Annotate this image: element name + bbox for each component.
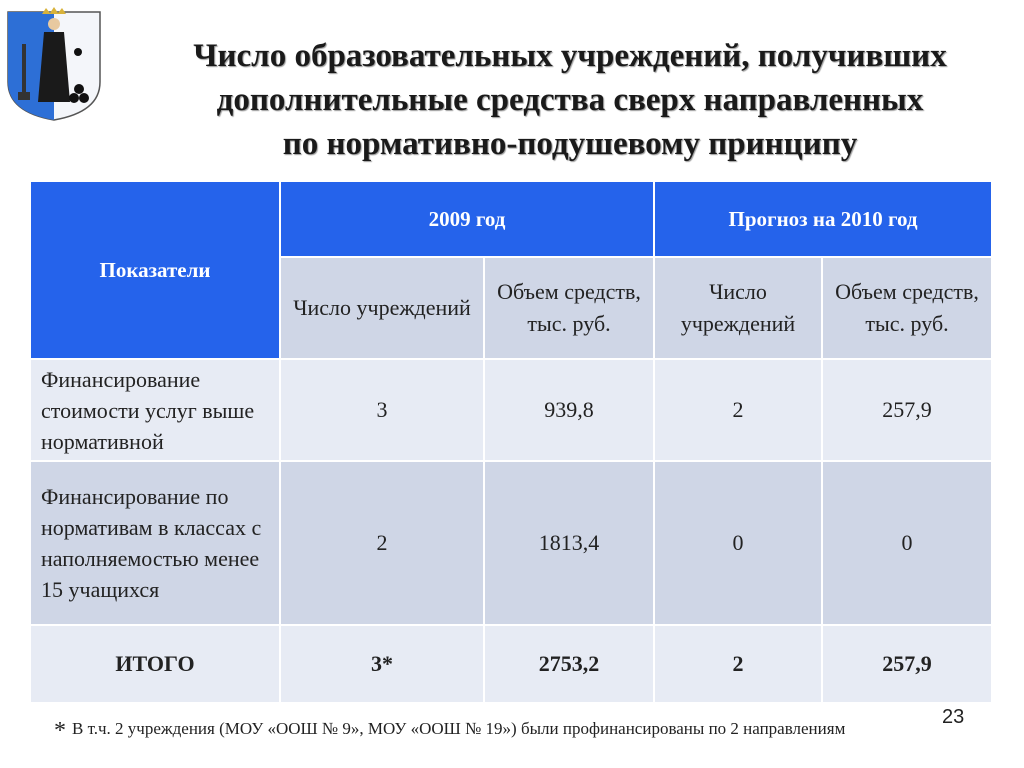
footnote [54, 718, 845, 745]
count-2010-cell: 0 [654, 461, 822, 625]
row-label: Финансирование по нормативам в классах с наполняемостью менее 15 учащихся [30, 461, 280, 625]
title-line-2: дополнительные средства сверх направленных [216, 82, 924, 118]
page-number: 23 [942, 706, 965, 728]
total-row [30, 625, 992, 703]
total-volume-2010: 257,9 [822, 625, 992, 703]
total-label: ИТОГО [30, 625, 280, 703]
volume-2010-cell: 0 [822, 461, 992, 625]
subheader-volume-2009: Объем средств, тыс. руб. [484, 257, 654, 359]
slide-title [120, 34, 1020, 166]
funding-table [29, 180, 993, 704]
footnote-star: * [54, 718, 66, 744]
subheader-count-2009: Число учреждений [280, 257, 484, 359]
volume-2009-cell: 939,8 [484, 359, 654, 461]
indicator-header: Показатели [30, 181, 280, 359]
year-2009-header: 2009 год [280, 181, 654, 257]
total-volume-2009: 2753,2 [484, 625, 654, 703]
year-2010-header: Прогноз на 2010 год [654, 181, 992, 257]
row-label: Финансирование стоимости услуг выше нормативной [30, 359, 280, 461]
subheader-count-2010: Число учреждений [654, 257, 822, 359]
footnote-text: В т.ч. 2 учреждения (МОУ «ООШ № 9», МОУ «ООШ № 19») были профинансированы по 2 направлениям [72, 719, 846, 738]
table-row [30, 461, 992, 625]
title-line-3: по нормативно-подушевому принципу [282, 126, 858, 162]
subheader-volume-2010: Объем средств, тыс. руб. [822, 257, 992, 359]
count-2009-cell: 3 [280, 359, 484, 461]
total-count-2009: 3* [280, 625, 484, 703]
coat-of-arms-emblem [4, 4, 104, 122]
volume-2010-cell: 257,9 [822, 359, 992, 461]
total-count-2010: 2 [654, 625, 822, 703]
table-row [30, 359, 992, 461]
count-2010-cell: 2 [654, 359, 822, 461]
volume-2009-cell: 1813,4 [484, 461, 654, 625]
count-2009-cell: 2 [280, 461, 484, 625]
title-line-1: Число образовательных учреждений, получивших [193, 38, 947, 74]
